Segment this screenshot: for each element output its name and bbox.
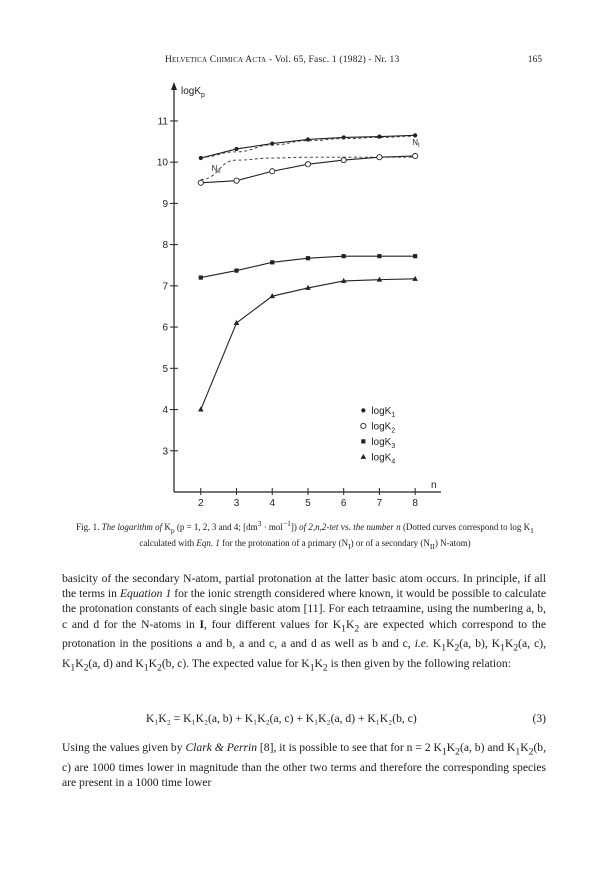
subscript: 2 (528, 746, 534, 758)
caption-part: for the protonation of a primary (N (219, 537, 349, 548)
caption-part: vs. (338, 522, 354, 532)
x-tick-label: 5 (305, 498, 311, 509)
series-line (201, 279, 415, 410)
data-point (413, 254, 417, 258)
subscript: 2 (454, 642, 460, 654)
subscript: 1 (309, 661, 315, 673)
legend-entry: logK$_2$ (371, 421, 396, 435)
text-run: K (314, 656, 323, 670)
paragraph-text (62, 740, 546, 790)
caption-italic-3: the number n (353, 522, 401, 532)
legend-entry: logK$_1$ (371, 405, 396, 419)
caption-part: ) N-atom) (434, 537, 471, 548)
data-point (377, 134, 381, 138)
text-run: K (428, 637, 442, 651)
data-point (270, 142, 274, 146)
data-point (199, 276, 203, 280)
y-tick-label: 10 (156, 157, 168, 169)
subscript: 2 (354, 622, 360, 634)
chart-series (198, 133, 418, 411)
subscript: 2 (513, 642, 519, 654)
text-run: (a, b), K (459, 637, 501, 651)
y-tick-label: 9 (162, 198, 168, 210)
text-run: K (345, 617, 355, 631)
text-run: K (75, 656, 84, 670)
x-tick-label: 7 (376, 498, 383, 509)
text-run: K (446, 637, 455, 651)
subscript: 1 (500, 642, 505, 654)
data-point (361, 454, 367, 459)
subscript: 1 (515, 746, 521, 758)
caption-fig-label: Fig. 1. (76, 522, 102, 532)
legend-entry: logK$_3$ (371, 436, 396, 450)
caption-part: calculated with (139, 537, 197, 548)
equation-ref: Equation 1 (119, 587, 172, 601)
paragraph-text (62, 571, 546, 675)
text-run: Using the values given by (62, 741, 186, 754)
data-point (234, 147, 238, 151)
y-tick-label: 3 (162, 446, 168, 458)
caption-part: · mol (261, 522, 283, 532)
data-point (342, 254, 346, 258)
text-run: (a, b) and K (459, 741, 516, 754)
data-point (342, 135, 346, 139)
data-point (234, 320, 240, 325)
author-ref: Clark & Perrin (185, 741, 257, 754)
journal-name: Helvetica Chimica Acta (165, 55, 267, 65)
data-point (234, 178, 239, 183)
dotted-curve-label-sub: I (418, 142, 420, 149)
text-run: , four different values for K (204, 617, 342, 631)
text-run: is then given by the following relation: (327, 656, 511, 670)
series-square (199, 254, 418, 280)
page-number: 165 (527, 55, 542, 65)
data-point (306, 256, 310, 260)
legend-entry-sub: 3 (391, 442, 396, 450)
dotted-curve-label-sub: II (217, 169, 221, 176)
compound-ref: I (199, 617, 205, 631)
chart-axes (157, 82, 441, 509)
data-point (377, 155, 382, 160)
data-point (361, 408, 365, 412)
caption-sup: −1 (282, 519, 291, 528)
journal-issue: - Vol. 65, Fasc. 1 (1982) - Nr. 13 (266, 55, 400, 65)
data-point (413, 133, 417, 137)
caption-italic-2: of 2,n,2-tet (299, 522, 339, 532)
y-tick-label: 5 (162, 363, 168, 375)
subscript: 1 (143, 661, 149, 673)
text-run: K (446, 741, 456, 754)
y-axis-label: logK$_p$ (181, 86, 205, 99)
x-tick-label: 4 (269, 498, 276, 509)
subscript: 1 (441, 642, 447, 654)
subscript: 2 (455, 746, 460, 758)
body-paragraph-1 (62, 571, 546, 675)
legend-entry-sub: 2 (391, 427, 396, 435)
subscript: 1 (341, 622, 346, 634)
data-point (341, 157, 346, 162)
data-point (198, 407, 204, 412)
y-tick-label: 8 (162, 240, 168, 252)
caption-part: (p = 1, 2, 3 and 4; [dm (174, 522, 258, 532)
x-axis-label: n (431, 480, 437, 491)
legend-entry-sub: 4 (391, 458, 396, 466)
text-run: [8], it is possible to see that for n = 2 K (257, 741, 442, 754)
caption-italic-1: The logarithm of (101, 522, 163, 532)
text-run: K (148, 656, 157, 670)
caption-sub: I (348, 541, 351, 551)
subscript: 1 (70, 661, 76, 673)
x-tick-label: 6 (340, 498, 347, 509)
legend-entry-sub: 1 (391, 411, 396, 419)
caption-part: K (162, 522, 171, 532)
equation-3 (62, 712, 546, 728)
x-tick-label: 2 (198, 498, 204, 509)
caption-sub: 1 (530, 525, 534, 535)
data-point (199, 156, 203, 160)
data-point (361, 439, 365, 443)
x-tick-label: 3 (233, 498, 240, 509)
text-run: are expected which correspond to the protonation in the positions a and b, a and c, a and d as well as b and c, (62, 617, 547, 651)
subscript: 2 (156, 661, 162, 673)
caption-italic-4: Eqn. 1 (196, 537, 220, 548)
text-run: K (504, 637, 514, 651)
text-run: (a, c), K (62, 637, 546, 670)
data-point (198, 180, 203, 185)
caption-part: ]) (290, 522, 300, 532)
ie-abbrev: i.e. (414, 637, 429, 651)
dotted-curves (201, 136, 420, 179)
data-point (413, 153, 418, 158)
data-point (270, 169, 275, 174)
text-run: K (520, 741, 529, 754)
equation-body: K₁K₂ = K₁K₂(a, b) + K₁K₂(a, c) + K₁K₂(a, d) + K₁K₂(b, c) (146, 712, 417, 725)
text-run: for the ionic strength considered where known, it would be possible to calculate the protonation constants of each single basic atom [11]. For each tetraamine, using the numbering a, b, c and d for the N-atoms in (62, 587, 546, 631)
subscript: 2 (322, 661, 328, 673)
body-paragraph-2 (62, 740, 546, 790)
subscript: 1 (441, 746, 447, 758)
series-dot (199, 133, 418, 160)
text-run: (a, d) and K (88, 656, 144, 670)
y-tick-label: 11 (157, 116, 168, 128)
text-run: basicity of the secondary N-atom, partial protonation at the latter basic atom occurs. In principle, if all the terms in (62, 572, 546, 601)
data-point (305, 162, 310, 167)
series-triangle (198, 276, 418, 412)
data-point (270, 260, 274, 264)
caption-part: (Dotted curves correspond to log K (400, 522, 531, 532)
subscript: 2 (83, 661, 89, 673)
equation-number: (3) (532, 712, 546, 725)
y-tick-label: 6 (162, 322, 168, 334)
caption-sub: II (429, 541, 435, 551)
y-axis-label-sub: p (201, 92, 205, 99)
figure-caption (60, 518, 550, 553)
dotted-curve-label: $N_I$ (412, 137, 420, 149)
data-point (306, 137, 310, 141)
chart-legend (361, 406, 396, 466)
caption-sup: 3 (257, 519, 262, 528)
y-tick-label: 4 (162, 405, 168, 417)
text-run: (b, c) are 1000 times lower in magnitude than the other two terms and therefore the corresponding species are present in a 1000 time lower (62, 741, 546, 789)
caption-part: ) or of a secondary (N (350, 537, 430, 548)
data-point (361, 423, 366, 428)
data-point (234, 268, 238, 272)
dotted-curve (201, 157, 415, 179)
caption-sub: p (170, 525, 175, 535)
y-axis-arrow (171, 82, 177, 90)
data-point (377, 254, 381, 258)
text-run: (b, c). The expected value for K (161, 656, 310, 670)
x-tick-label: 8 (412, 498, 418, 509)
y-tick-label: 7 (162, 281, 168, 293)
legend-entry: logK$_4$ (371, 452, 396, 466)
dotted-curve-label: $N_{II}$ (211, 164, 221, 176)
series-circle (198, 153, 418, 185)
